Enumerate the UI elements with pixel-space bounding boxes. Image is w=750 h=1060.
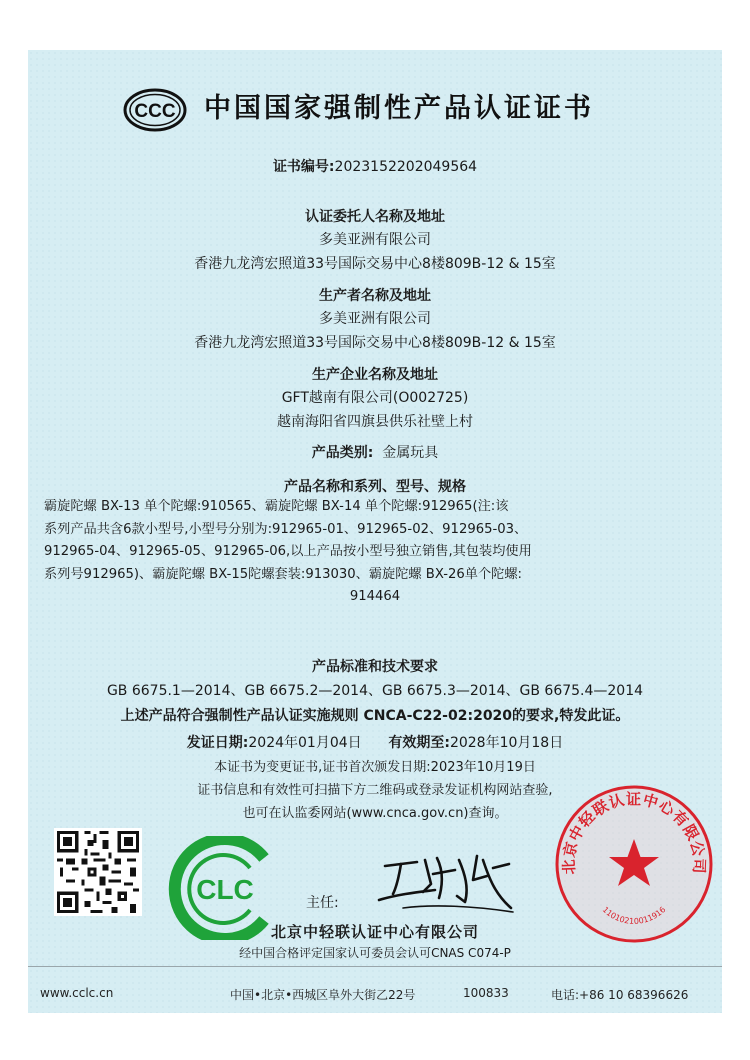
note-line: 也可在认监委网站(www.cnca.gov.cn)查询。 (242, 806, 508, 821)
issue-date-value: 2024年01月04日 (248, 735, 362, 751)
product-spec-line: 系列号912965)、霸旋陀螺 BX-15陀螺套装:913030、霸旋陀螺 BX-26单个陀螺: (44, 566, 522, 582)
signature-image (373, 850, 518, 916)
note-line: 本证书为变更证书,证书首次颁发日期:2023年10月19日 (214, 760, 536, 775)
factory-heading: 生产企业名称及地址 (312, 367, 438, 383)
expiry-date-value: 2028年10月18日 (449, 735, 564, 751)
footer-website: www.cclc.cn (40, 986, 114, 1000)
issue-date-label: 发证日期: (186, 735, 249, 751)
certificate-sheet (28, 50, 722, 1013)
signatory-label: 主任: (306, 895, 339, 911)
product-category-label: 产品类别: (311, 445, 374, 461)
conformity-statement: 上述产品符合强制性产品认证实施规则 CNCA-C22-02:2020的要求,特发此证。 (120, 708, 630, 724)
svg-text:CCC: CCC (134, 101, 176, 122)
clc-logo-text: CLC (196, 874, 254, 905)
qr-code-icon (54, 828, 142, 916)
product-category (28, 442, 722, 462)
svg-text:11010210011916: 11010210011916 (600, 905, 668, 926)
note-line: 证书信息和有效性可扫描下方二维码或登录发证机构网站查验, (197, 783, 553, 798)
cert-number-label: 证书编号: (272, 159, 335, 175)
factory-name: GFT越南有限公司(O002725) (281, 390, 469, 406)
applicant-heading: 认证委托人名称及地址 (305, 209, 445, 225)
footer-address: 中国•北京•西城区阜外大街乙22号 (230, 988, 416, 1002)
cert-number-value: 2023152202049564 (334, 159, 478, 175)
svg-text:北京中轻联认证中心有限公司: 北京中轻联认证中心有限公司 (559, 790, 709, 875)
footer-phone: 电话:+86 10 68396626 (551, 988, 689, 1002)
manufacturer-name: 多美亚洲有限公司 (319, 311, 431, 327)
applicant-name: 多美亚洲有限公司 (319, 232, 431, 248)
product-heading: 产品名称和系列、型号、规格 (284, 479, 466, 495)
cert-number (28, 156, 722, 176)
manufacturer-address: 香港九龙湾宏照道33号国际交易中心8楼809B-12 & 15室 (194, 335, 556, 351)
product-category-value: 金属玩具 (382, 445, 439, 461)
footer-postcode: 100833 (463, 986, 509, 1000)
product-spec-line: 914464 (349, 589, 401, 604)
product-spec (44, 496, 706, 609)
standards-heading: 产品标准和技术要求 (312, 659, 438, 675)
product-spec-line: 霸旋陀螺 BX-13 单个陀螺:910565、霸旋陀螺 BX-14 单个陀螺:912965(注:该 (44, 499, 509, 514)
validity-dates (28, 732, 722, 752)
certificate-title: 中国国家强制性产品认证证书 (204, 93, 594, 124)
applicant-address: 香港九龙湾宏照道33号国际交易中心8楼809B-12 & 15室 (194, 256, 556, 272)
ccc-logo-icon (123, 88, 187, 132)
product-spec-line: 系列产品共含6款小型号,小型号分别为:912965-01、912965-02、912965-03、 (44, 521, 528, 537)
accreditation-note: 经中国合格评定国家认可委员会认可CNAS C074-P (239, 946, 511, 960)
factory-address: 越南海阳省四旗县供乐社壁上村 (277, 414, 473, 430)
standards-value: GB 6675.1—2014、GB 6675.2—2014、GB 6675.3—2014、GB 6675.4—2014 (106, 683, 644, 699)
expiry-date-label: 有效期至: (388, 735, 450, 751)
product-spec-line: 912965-04、912965-05、912965-06,以上产品按小型号独立销售,其包装均使用 (44, 544, 532, 559)
manufacturer-heading: 生产者名称及地址 (319, 288, 431, 304)
footer-divider (28, 966, 722, 967)
issuer-name: 北京中轻联认证中心有限公司 (270, 923, 479, 941)
